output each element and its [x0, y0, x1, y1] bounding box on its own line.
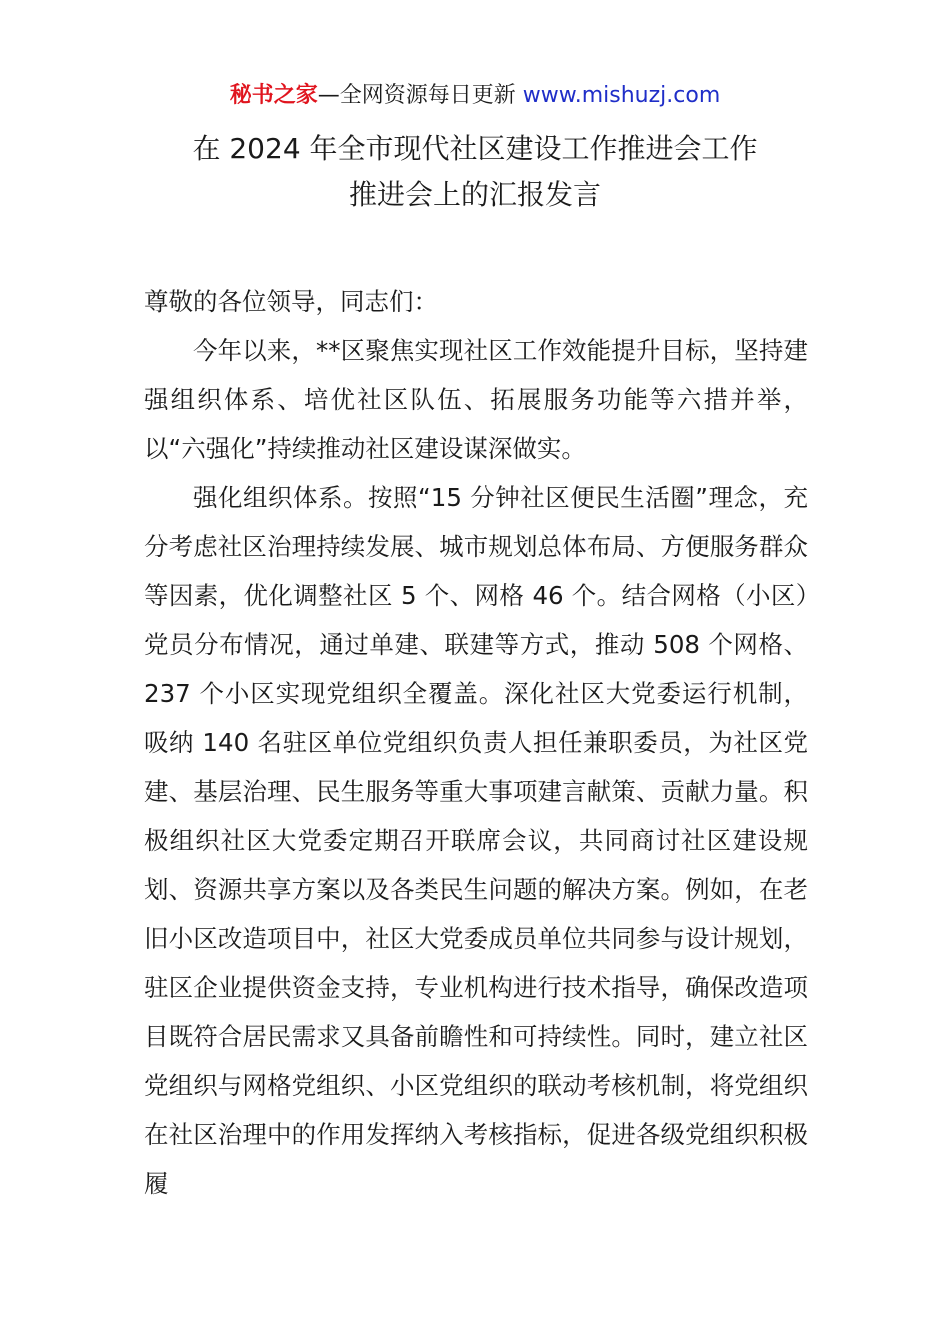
document-title — [120, 126, 830, 218]
paragraph: 今年以来，**区聚焦实现社区工作效能提升目标，坚持建强组织体系、培优社区队伍、拓展服务功能等六措并举，以“六强化”持续推动社区建设谋深做实。 — [144, 336, 808, 463]
site-url-link[interactable]: www.mishuzj.com — [522, 83, 721, 108]
site-banner — [0, 80, 950, 112]
banner-tagline: —全网资源每日更新 — [317, 83, 523, 108]
title-line-2: 推进会上的汇报发言 — [348, 178, 601, 211]
title-line-1: 在 2024 年全市现代社区建设工作推进会工作 — [192, 132, 758, 165]
salutation: 尊敬的各位领导，同志们： — [144, 287, 438, 316]
document-body — [144, 277, 808, 1208]
brand-name: 秘书之家 — [229, 83, 318, 108]
paragraph: 强化组织体系。按照“15 分钟社区便民生活圈”理念，充分考虑社区治理持续发展、城市规划总体布局、方便服务群众等因素，优化调整社区 5 个、网格 46 个。结合网格（小区）党员分布情况，通过单建、联建等方式，推动 508 个网格、237 个小区实现党组织全覆盖。深化社区大党委运行机制，吸纳 140 名驻区单位党组织负责人担任兼职委员，为社区党建、基层治理、民生服务等重大事项建言献策、贡献力量。积极组织社区大党委定期召开联席会议，共同商讨社区建设规划、资源共享方案以及各类民生问题的解决方案。例如，在老旧小区改造项目中，社区大党委成员单位共同参与设计规划，驻区企业提供资金支持，专业机构进行技术指导，确保改造项目既符合居民需求又具备前瞻性和可持续性。同时，建立社区党组织与网格党组织、小区党组织的联动考核机制，将党组织在社区治理中的作用发挥纳入考核指标，促进各级党组织积极履 — [144, 483, 808, 1198]
